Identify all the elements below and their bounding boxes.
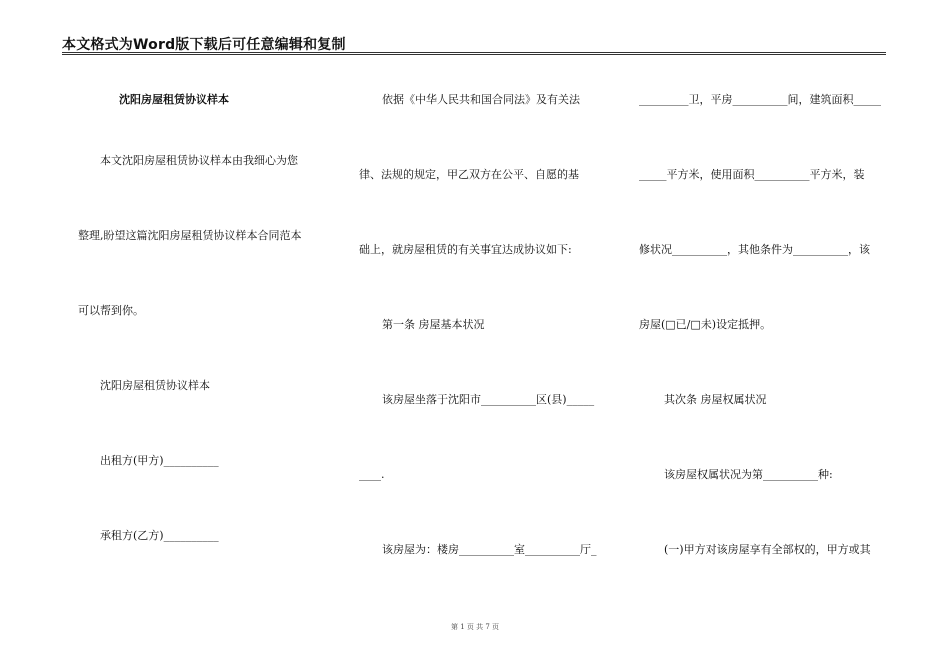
document-title: 沈阳房屋租赁协议样本 <box>119 93 229 106</box>
article-heading: 第一条 房屋基本状况 <box>382 318 485 331</box>
paragraph-line: 律、法规的规定，甲乙双方在公平、自愿的基 <box>359 168 579 181</box>
section-heading: 沈阳房屋租赁协议样本 <box>100 379 210 392</box>
address-field: 该房屋坐落于沈阳市__________区(县)_____ <box>382 393 595 406</box>
paragraph-line: _________卫，平房__________间，建筑面积_____ <box>639 93 881 106</box>
paragraph-line: (一)甲方对该房屋享有全部权的，甲方或其 <box>664 543 871 556</box>
text-column-2 <box>357 0 619 672</box>
document-header-title: 本文格式为Word版下载后可任意编辑和复制 <box>62 37 346 53</box>
paragraph-line: 可以帮到你。 <box>78 304 144 317</box>
ownership-type-field: 该房屋权属状况为第__________种: <box>664 468 833 481</box>
paragraph-line: 础上，就房屋租赁的有关事宜达成协议如下: <box>359 243 572 256</box>
text-column-1 <box>72 0 334 672</box>
paragraph-line: 依据《中华人民共和国合同法》及有关法 <box>382 93 580 106</box>
text-column-3 <box>637 0 887 672</box>
paragraph-line: 本文沈阳房屋租赁协议样本由我细心为您 <box>100 154 298 167</box>
paragraph-line: 整理,盼望这篇沈阳房屋租赁协议样本合同范本 <box>78 229 302 242</box>
mortgage-line: 房屋(□已/□未)设定抵押。 <box>639 318 772 331</box>
article-heading: 其次条 房屋权属状况 <box>664 393 767 406</box>
lessor-field: 出租方(甲方)__________ <box>100 454 219 467</box>
lessee-field: 承租方(乙方)__________ <box>100 529 219 542</box>
page-number: 第 1 页 共 7 页 <box>450 623 500 631</box>
address-field-continued: ____. <box>359 468 385 481</box>
paragraph-line: 修状况__________，其他条件为__________，该 <box>639 243 870 256</box>
house-type-field: 该房屋为：楼房__________室__________厅_ <box>382 543 597 556</box>
paragraph-line: _____平方米，使用面积__________平方米，装 <box>639 168 865 181</box>
